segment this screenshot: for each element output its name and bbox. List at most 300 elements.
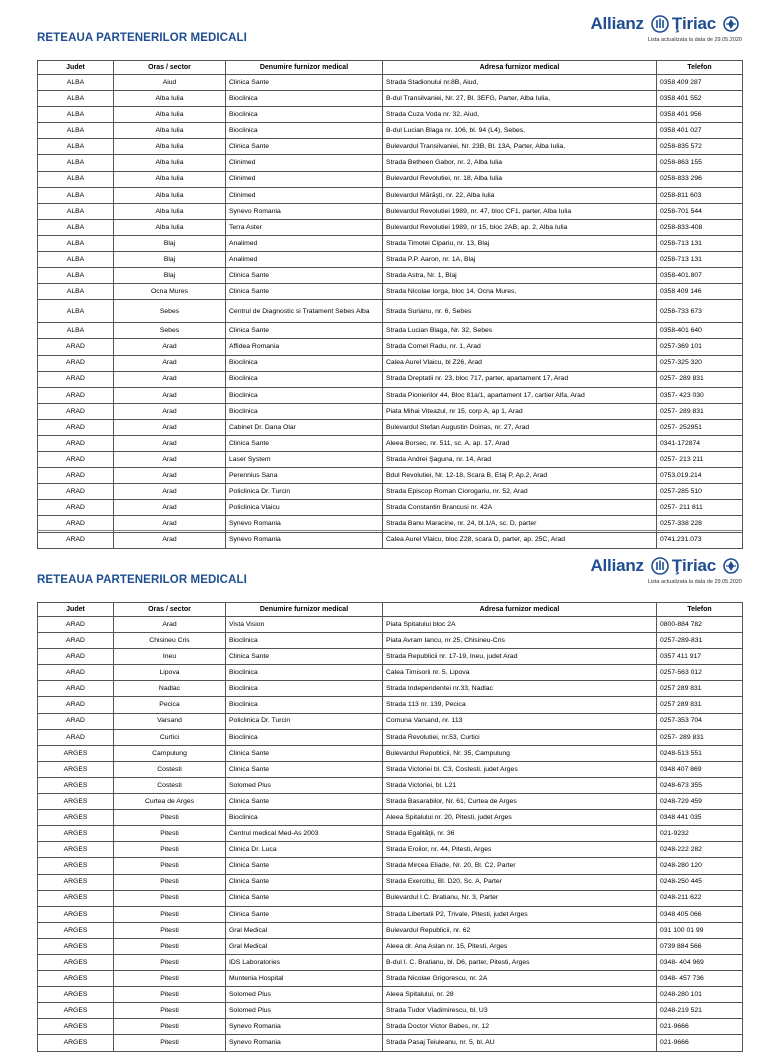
phone-cell: 0257- 289 831 (657, 371, 743, 387)
provider-address-cell: Strada Victoriei, bl. L21 (383, 777, 657, 793)
provider-address-cell: Bulevardul Revolutiei 1989, nr. 47, bloc CF1, parter, Alba Iulia (383, 203, 657, 219)
phone-cell: 0258-733 673 (657, 300, 743, 323)
city-cell: Lipova (114, 665, 226, 681)
table-row (38, 971, 743, 987)
county-cell: ARAD (38, 697, 114, 713)
city-cell: Pitesti (114, 922, 226, 938)
county-cell: ARAD (38, 532, 114, 548)
provider-address-cell: Strada Mircea Eliade, Nr. 20, Bl. C2, Parter (383, 858, 657, 874)
phone-cell: 0257 289 831 (657, 681, 743, 697)
provider-name-cell: Gral Medical (226, 922, 383, 938)
table-body (38, 75, 743, 549)
phone-cell: 0348 441 035 (657, 810, 743, 826)
phone-cell: 0258-713 131 (657, 235, 743, 251)
phone-cell: 0248-250 445 (657, 874, 743, 890)
city-cell: Arad (114, 403, 226, 419)
city-cell: Pitesti (114, 810, 226, 826)
provider-name-cell: Bioclinica (226, 665, 383, 681)
phone-cell: 0357 411 917 (657, 649, 743, 665)
city-cell: Pitesti (114, 954, 226, 970)
provider-name-cell: Clinica Sante (226, 435, 383, 451)
provider-name-cell: Bioclinica (226, 387, 383, 403)
city-cell: Curtici (114, 729, 226, 745)
provider-address-cell: Bulevardul Republicii, Nr. 35, Campulung (383, 745, 657, 761)
provider-address-cell: Aleea dr. Ana Aslan nr. 15, Pitesti, Arges (383, 938, 657, 954)
tiriac-emblem-icon (723, 558, 739, 574)
column-header-phone: Telefon (657, 61, 743, 75)
provider-name-cell: Bioclinica (226, 91, 383, 107)
phone-cell: 0257- 289 831 (657, 403, 743, 419)
city-cell: Arad (114, 500, 226, 516)
phone-cell: 0357- 423 030 (657, 387, 743, 403)
table-row (38, 987, 743, 1003)
table-row (38, 339, 743, 355)
provider-name-cell: Clinica Sante (226, 874, 383, 890)
city-cell: Pitesti (114, 890, 226, 906)
county-cell: ALBA (38, 155, 114, 171)
city-cell: Pitesti (114, 826, 226, 842)
provider-name-cell: Bioclinica (226, 633, 383, 649)
table-row (38, 268, 743, 284)
phone-cell: 0348- 457 736 (657, 971, 743, 987)
column-header-phone: Telefon (657, 603, 743, 617)
table-row (38, 665, 743, 681)
provider-name-cell: Bioclinica (226, 697, 383, 713)
provider-address-cell: Strada Exercitiu, Bl. D20, Sc. A, Parter (383, 874, 657, 890)
table-row (38, 697, 743, 713)
table-row (38, 371, 743, 387)
city-cell: Pitesti (114, 874, 226, 890)
provider-name-cell: Solomed Plus (226, 987, 383, 1003)
provider-address-cell: Strada Timotei Cipariu, nr. 13, Blaj (383, 235, 657, 251)
county-cell: ALBA (38, 323, 114, 339)
table-row (38, 810, 743, 826)
table-row (38, 633, 743, 649)
table-row (38, 826, 743, 842)
column-header-provider-name: Denumire furnizor medical (226, 61, 383, 75)
table-row (38, 139, 743, 155)
last-updated-note: Lista actualizata la data de 29.05.2020 (647, 579, 742, 585)
provider-address-cell: Strada Tudor Vladimirescu, bl. U3 (383, 1003, 657, 1019)
county-cell: ARGES (38, 826, 114, 842)
county-cell: ARAD (38, 500, 114, 516)
county-cell: ARGES (38, 874, 114, 890)
phone-cell: 0248-280 101 (657, 987, 743, 1003)
table-row (38, 649, 743, 665)
table-row (38, 387, 743, 403)
provider-address-cell: Bdul Revolutiei, Nr. 12-18, Scara B, Etaj P, Ap.2, Arad (383, 468, 657, 484)
tiriac-emblem-icon (723, 16, 739, 32)
provider-name-cell: Solomed Plus (226, 777, 383, 793)
provider-name-cell: Bioclinica (226, 123, 383, 139)
phone-cell: 0258-833-408 (657, 219, 743, 235)
provider-name-cell: Synevo Romania (226, 532, 383, 548)
provider-name-cell: Synevo Romania (226, 1019, 383, 1035)
provider-address-cell: Strada Episcop Roman Ciorogariu, nr. 52, Arad (383, 484, 657, 500)
table-row (38, 435, 743, 451)
phone-cell: 0741.231.073 (657, 532, 743, 548)
provider-name-cell: Analimed (226, 235, 383, 251)
city-cell: Pitesti (114, 1019, 226, 1035)
table-row (38, 300, 743, 323)
city-cell: Arad (114, 532, 226, 548)
provider-name-cell: Clinica Sante (226, 906, 383, 922)
phone-cell: 021-9666 (657, 1035, 743, 1051)
city-cell: Ineu (114, 649, 226, 665)
provider-address-cell: Strada Nicolae Iorga, bloc 14, Ocna Mures, (383, 284, 657, 300)
table-row (38, 729, 743, 745)
county-cell: ARAD (38, 371, 114, 387)
provider-address-cell: Strada Basarabilor, Nr. 61, Curtea de Arges (383, 794, 657, 810)
table-row (38, 874, 743, 890)
county-cell: ARGES (38, 922, 114, 938)
table-row (38, 906, 743, 922)
provider-name-cell: Bioclinica (226, 371, 383, 387)
table-row (38, 323, 743, 339)
provider-name-cell: Bioclinica (226, 403, 383, 419)
column-header-city: Oras / sector (114, 61, 226, 75)
provider-address-cell: Comuna Varsand, nr. 113 (383, 713, 657, 729)
provider-address-cell: Strada Stadionului nr.8B, Aiud, (383, 75, 657, 91)
logo-word-allianz: Allianz (590, 14, 644, 33)
city-cell: Aiud (114, 75, 226, 91)
provider-name-cell: Affidea Romania (226, 339, 383, 355)
city-cell: Alba Iulia (114, 91, 226, 107)
allianz-eagle-icon (651, 15, 669, 33)
provider-name-cell: Clinica Sante (226, 794, 383, 810)
city-cell: Arad (114, 371, 226, 387)
provider-address-cell: Piata Avram Iancu, nr 25, Chisineu-Cris (383, 633, 657, 649)
county-cell: ALBA (38, 252, 114, 268)
county-cell: ALBA (38, 235, 114, 251)
county-cell: ALBA (38, 107, 114, 123)
phone-cell: 031 100 01 99 (657, 922, 743, 938)
city-cell: Chisineu Cris (114, 633, 226, 649)
table-row (38, 187, 743, 203)
table-row (38, 922, 743, 938)
allianz-tiriac-logo (590, 554, 742, 578)
provider-address-cell: Strada Surianu, nr. 6, Sebes (383, 300, 657, 323)
table-row (38, 155, 743, 171)
table-row (38, 252, 743, 268)
city-cell: Alba Iulia (114, 203, 226, 219)
phone-cell: 0358 401 027 (657, 123, 743, 139)
phone-cell: 0753.019.214 (657, 468, 743, 484)
document-title: RETEAUA PARTENERILOR MEDICALI (37, 32, 247, 44)
provider-address-cell: Bulevardul Republicii, nr. 62 (383, 922, 657, 938)
city-cell: Costesti (114, 777, 226, 793)
table-row (38, 1003, 743, 1019)
phone-cell: 0258-835 572 (657, 139, 743, 155)
provider-address-cell: Bulevardul I.C. Bratianu, Nr. 3, Parter (383, 890, 657, 906)
county-cell: ARGES (38, 745, 114, 761)
provider-name-cell: Clinimed (226, 171, 383, 187)
provider-name-cell: Centrul de Diagnostic si Tratament Sebes Alba (226, 300, 383, 323)
provider-name-cell: Clinica Sante (226, 890, 383, 906)
provider-address-cell: Aleea Spitalului nr. 20, Pitesti, judet Arges (383, 810, 657, 826)
county-cell: ARGES (38, 954, 114, 970)
county-cell: ARAD (38, 681, 114, 697)
column-header-city: Oras / sector (114, 603, 226, 617)
provider-name-cell: Clinica Sante (226, 858, 383, 874)
phone-cell: 0257-325 320 (657, 355, 743, 371)
table-row (38, 452, 743, 468)
county-cell: ALBA (38, 123, 114, 139)
provider-address-cell: Strada P.P. Aaron, nr. 1A, Blaj (383, 252, 657, 268)
city-cell: Pecica (114, 697, 226, 713)
table-row (38, 91, 743, 107)
logo-word-allianz: Allianz (590, 556, 644, 575)
table-row (38, 284, 743, 300)
county-cell: ARAD (38, 403, 114, 419)
county-cell: ARAD (38, 633, 114, 649)
provider-address-cell: Strada Lucian Blaga, Nr. 32, Sebes (383, 323, 657, 339)
city-cell: Sebes (114, 323, 226, 339)
provider-address-cell: Strada Constantin Brancusi nr. 42A (383, 500, 657, 516)
phone-cell: 0257- 213 211 (657, 452, 743, 468)
provider-address-cell: B-dul Transilvaniei, Nr. 27, Bl. 3EFG, Parter, Alba Iulia, (383, 91, 657, 107)
provider-address-cell: Bulevardul Revolutiei, nr. 18, Alba Iulia (383, 171, 657, 187)
phone-cell: 0258-863 155 (657, 155, 743, 171)
city-cell: Sebes (114, 300, 226, 323)
phone-cell: 0258-713 131 (657, 252, 743, 268)
city-cell: Pitesti (114, 858, 226, 874)
table-row (38, 745, 743, 761)
phone-cell: 0248-222 282 (657, 842, 743, 858)
provider-name-cell: Analimed (226, 252, 383, 268)
allianz-tiriac-logo (590, 12, 742, 36)
provider-address-cell: B-dul I. C. Bratianu, bl. D6, parter, Pitesti, Arges (383, 954, 657, 970)
city-cell: Arad (114, 452, 226, 468)
phone-cell: 0248-211 622 (657, 890, 743, 906)
provider-address-cell: Strada Revolutiei, nr.53, Curtici (383, 729, 657, 745)
city-cell: Blaj (114, 235, 226, 251)
table-row (38, 842, 743, 858)
phone-cell: 0257-369 101 (657, 339, 743, 355)
provider-name-cell: IDS Laboratories (226, 954, 383, 970)
county-cell: ARAD (38, 435, 114, 451)
provider-name-cell: Bioclinica (226, 729, 383, 745)
column-header-county: Judet (38, 61, 114, 75)
provider-name-cell: Clinica Sante (226, 284, 383, 300)
county-cell: ARGES (38, 938, 114, 954)
provider-address-cell: B-dul Lucian Blaga nr. 106, bl. 94 (L4), Sebes, (383, 123, 657, 139)
county-cell: ARAD (38, 729, 114, 745)
provider-name-cell: Clinica Sante (226, 745, 383, 761)
table-row (38, 890, 743, 906)
provider-name-cell: Bioclinica (226, 810, 383, 826)
county-cell: ARAD (38, 355, 114, 371)
provider-address-cell: Strada Banu Maracine, nr. 24, bl.1/A, sc. D, parter (383, 516, 657, 532)
provider-name-cell: Bioclinica (226, 107, 383, 123)
phone-cell: 0258-701 544 (657, 203, 743, 219)
provider-name-cell: Bioclinica (226, 355, 383, 371)
provider-address-cell: Strada Nicolae Grigorescu, nr. 2A (383, 971, 657, 987)
county-cell: ARGES (38, 971, 114, 987)
city-cell: Arad (114, 484, 226, 500)
county-cell: ALBA (38, 187, 114, 203)
provider-name-cell: Clinica Sante (226, 649, 383, 665)
document-title: RETEAUA PARTENERILOR MEDICALI (37, 574, 247, 586)
phone-cell: 0248-219 521 (657, 1003, 743, 1019)
phone-cell: 0257- 289 831 (657, 729, 743, 745)
county-cell: ARGES (38, 858, 114, 874)
phone-cell: 0248-513 551 (657, 745, 743, 761)
provider-address-cell: Bulevardul Transilvaniei, Nr. 23B, Bl. 13A, Parter, Alba Iulia, (383, 139, 657, 155)
county-cell: ARGES (38, 987, 114, 1003)
provider-name-cell: Synevo Romania (226, 203, 383, 219)
provider-address-cell: Strada Egalităţii, nr. 36 (383, 826, 657, 842)
table-row (38, 484, 743, 500)
logo-word-tiriac: Ţiriac (671, 14, 716, 33)
phone-cell: 0348 407 869 (657, 761, 743, 777)
county-cell: ARAD (38, 665, 114, 681)
county-cell: ARGES (38, 906, 114, 922)
provider-address-cell: Calea Aurel Vlaicu, bl Z26, Arad (383, 355, 657, 371)
phone-cell: 0257- 211 811 (657, 500, 743, 516)
provider-name-cell: Perennius Sana (226, 468, 383, 484)
provider-address-cell: Strada 113 nr. 139, Pecica (383, 697, 657, 713)
provider-address-cell: Strada Dreptatii nr. 23, bloc 717, parter, apartament 17, Arad (383, 371, 657, 387)
county-cell: ARGES (38, 810, 114, 826)
provider-name-cell: Synevo Romania (226, 516, 383, 532)
provider-address-cell: Strada Victoriei bl. C3, Costesti, judet Arges (383, 761, 657, 777)
provider-name-cell: Clinica Sante (226, 75, 383, 91)
table-row (38, 938, 743, 954)
provider-address-cell: Calea Timisorii nr. 5, Lipova (383, 665, 657, 681)
city-cell: Alba Iulia (114, 155, 226, 171)
city-cell: Arad (114, 339, 226, 355)
city-cell: Alba Iulia (114, 107, 226, 123)
phone-cell: 0257- 252951 (657, 419, 743, 435)
document-page-2 (0, 542, 768, 1047)
table-row (38, 403, 743, 419)
provider-address-cell: Strada Libertatii P2, Trivale, Pitesti, judet Arges (383, 906, 657, 922)
phone-cell: 0257 289 831 (657, 697, 743, 713)
phone-cell: 0341-172874 (657, 435, 743, 451)
county-cell: ALBA (38, 203, 114, 219)
provider-address-cell: Strada Republicii nr. 17-19, Ineu, judet Arad (383, 649, 657, 665)
city-cell: Arad (114, 617, 226, 633)
provider-address-cell: Strada Independentei nr.33, Nadlac (383, 681, 657, 697)
logo-word-tiriac: Ţiriac (671, 556, 716, 575)
county-cell: ALBA (38, 219, 114, 235)
county-cell: ALBA (38, 300, 114, 323)
provider-address-cell: Strada Doctor Victor Babes, nr. 12 (383, 1019, 657, 1035)
table-row (38, 713, 743, 729)
provider-name-cell: Terra Aster (226, 219, 383, 235)
county-cell: ARAD (38, 339, 114, 355)
page-header (0, 542, 768, 588)
provider-address-cell: Bulevardul Revolutiei 1989, nr 15, bloc 2AB, ap. 2, Alba Iulia (383, 219, 657, 235)
provider-address-cell: Calea Aurel Vlaicu, bloc Z28, scara D, parter, ap. 25C, Arad (383, 532, 657, 548)
county-cell: ARAD (38, 452, 114, 468)
provider-address-cell: Strada Andrei Şaguna, nr. 14, Arad (383, 452, 657, 468)
phone-cell: 0358-401.807 (657, 268, 743, 284)
provider-name-cell: Clinica Dr. Luca (226, 842, 383, 858)
table-row (38, 203, 743, 219)
phone-cell: 0358 401 552 (657, 91, 743, 107)
provider-name-cell: Clinica Sante (226, 268, 383, 284)
provider-address-cell: Piata Spitalului bloc 2A (383, 617, 657, 633)
city-cell: Pitesti (114, 842, 226, 858)
page-separator (37, 530, 742, 531)
table-row (38, 761, 743, 777)
last-updated-note: Lista actualizata la data de 29.05.2020 (647, 37, 742, 43)
city-cell: Alba Iulia (114, 187, 226, 203)
county-cell: ARGES (38, 1035, 114, 1051)
table-row (38, 1035, 743, 1051)
table-body (38, 617, 743, 1052)
county-cell: ARGES (38, 1019, 114, 1035)
table-row (38, 954, 743, 970)
phone-cell: 0257-563 012 (657, 665, 743, 681)
table-row (38, 171, 743, 187)
page-header (0, 0, 768, 46)
county-cell: ARAD (38, 419, 114, 435)
county-cell: ARAD (38, 484, 114, 500)
county-cell: ARAD (38, 387, 114, 403)
phone-cell: 0257-338 228 (657, 516, 743, 532)
table-header-row (38, 61, 743, 75)
county-cell: ARAD (38, 649, 114, 665)
table-row (38, 777, 743, 793)
phone-cell: 0348 405 066 (657, 906, 743, 922)
table-row (38, 794, 743, 810)
county-cell: ARGES (38, 794, 114, 810)
city-cell: Costesti (114, 761, 226, 777)
provider-name-cell: Solomed Plus (226, 1003, 383, 1019)
city-cell: Arad (114, 468, 226, 484)
provider-address-cell: Strada Astra, Nr. 1, Blaj (383, 268, 657, 284)
provider-address-cell: Strada Pasaj Teiuleanu, nr. 5, bl. AU (383, 1035, 657, 1051)
table-row (38, 107, 743, 123)
city-cell: Ocna Mures (114, 284, 226, 300)
provider-address-cell: Aleea Borsec, nr. 511, sc. A, ap. 17, Arad (383, 435, 657, 451)
county-cell: ARAD (38, 468, 114, 484)
provider-name-cell: Clinica Sante (226, 761, 383, 777)
phone-cell: 0258-811 603 (657, 187, 743, 203)
provider-address-cell: Bulevardul Mărăşti, nr. 22, Alba Iulia (383, 187, 657, 203)
provider-address-cell: Strada Cuza Voda nr. 32, Aiud, (383, 107, 657, 123)
provider-address-cell: Aleea Spitalului, nr. 28 (383, 987, 657, 1003)
county-cell: ARGES (38, 1003, 114, 1019)
medical-partners-table (37, 60, 743, 549)
county-cell: ARAD (38, 617, 114, 633)
provider-name-cell: Policlinica Vlaicu (226, 500, 383, 516)
phone-cell: 0257-285 510 (657, 484, 743, 500)
provider-address-cell: Piata Mihai Viteazul, nr 15, corp A, ap 1, Arad (383, 403, 657, 419)
phone-cell: 0248-673 355 (657, 777, 743, 793)
provider-name-cell: Laser System (226, 452, 383, 468)
table-row (38, 123, 743, 139)
county-cell: ARGES (38, 777, 114, 793)
provider-name-cell: Clinica Sante (226, 139, 383, 155)
city-cell: Pitesti (114, 1035, 226, 1051)
city-cell: Arad (114, 419, 226, 435)
county-cell: ALBA (38, 171, 114, 187)
provider-address-cell: Strada Pionierilor 44, Bloc 81a/1, apartament 17, cartier Alfa, Arad (383, 387, 657, 403)
provider-name-cell: Clinimed (226, 187, 383, 203)
column-header-county: Judet (38, 603, 114, 617)
phone-cell: 0348- 404 969 (657, 954, 743, 970)
phone-cell: 0248-280 120 (657, 858, 743, 874)
city-cell: Arad (114, 355, 226, 371)
city-cell: Arad (114, 516, 226, 532)
city-cell: Curtea de Arges (114, 794, 226, 810)
table-row (38, 617, 743, 633)
provider-address-cell: Strada Cornel Radu, nr. 1, Arad (383, 339, 657, 355)
